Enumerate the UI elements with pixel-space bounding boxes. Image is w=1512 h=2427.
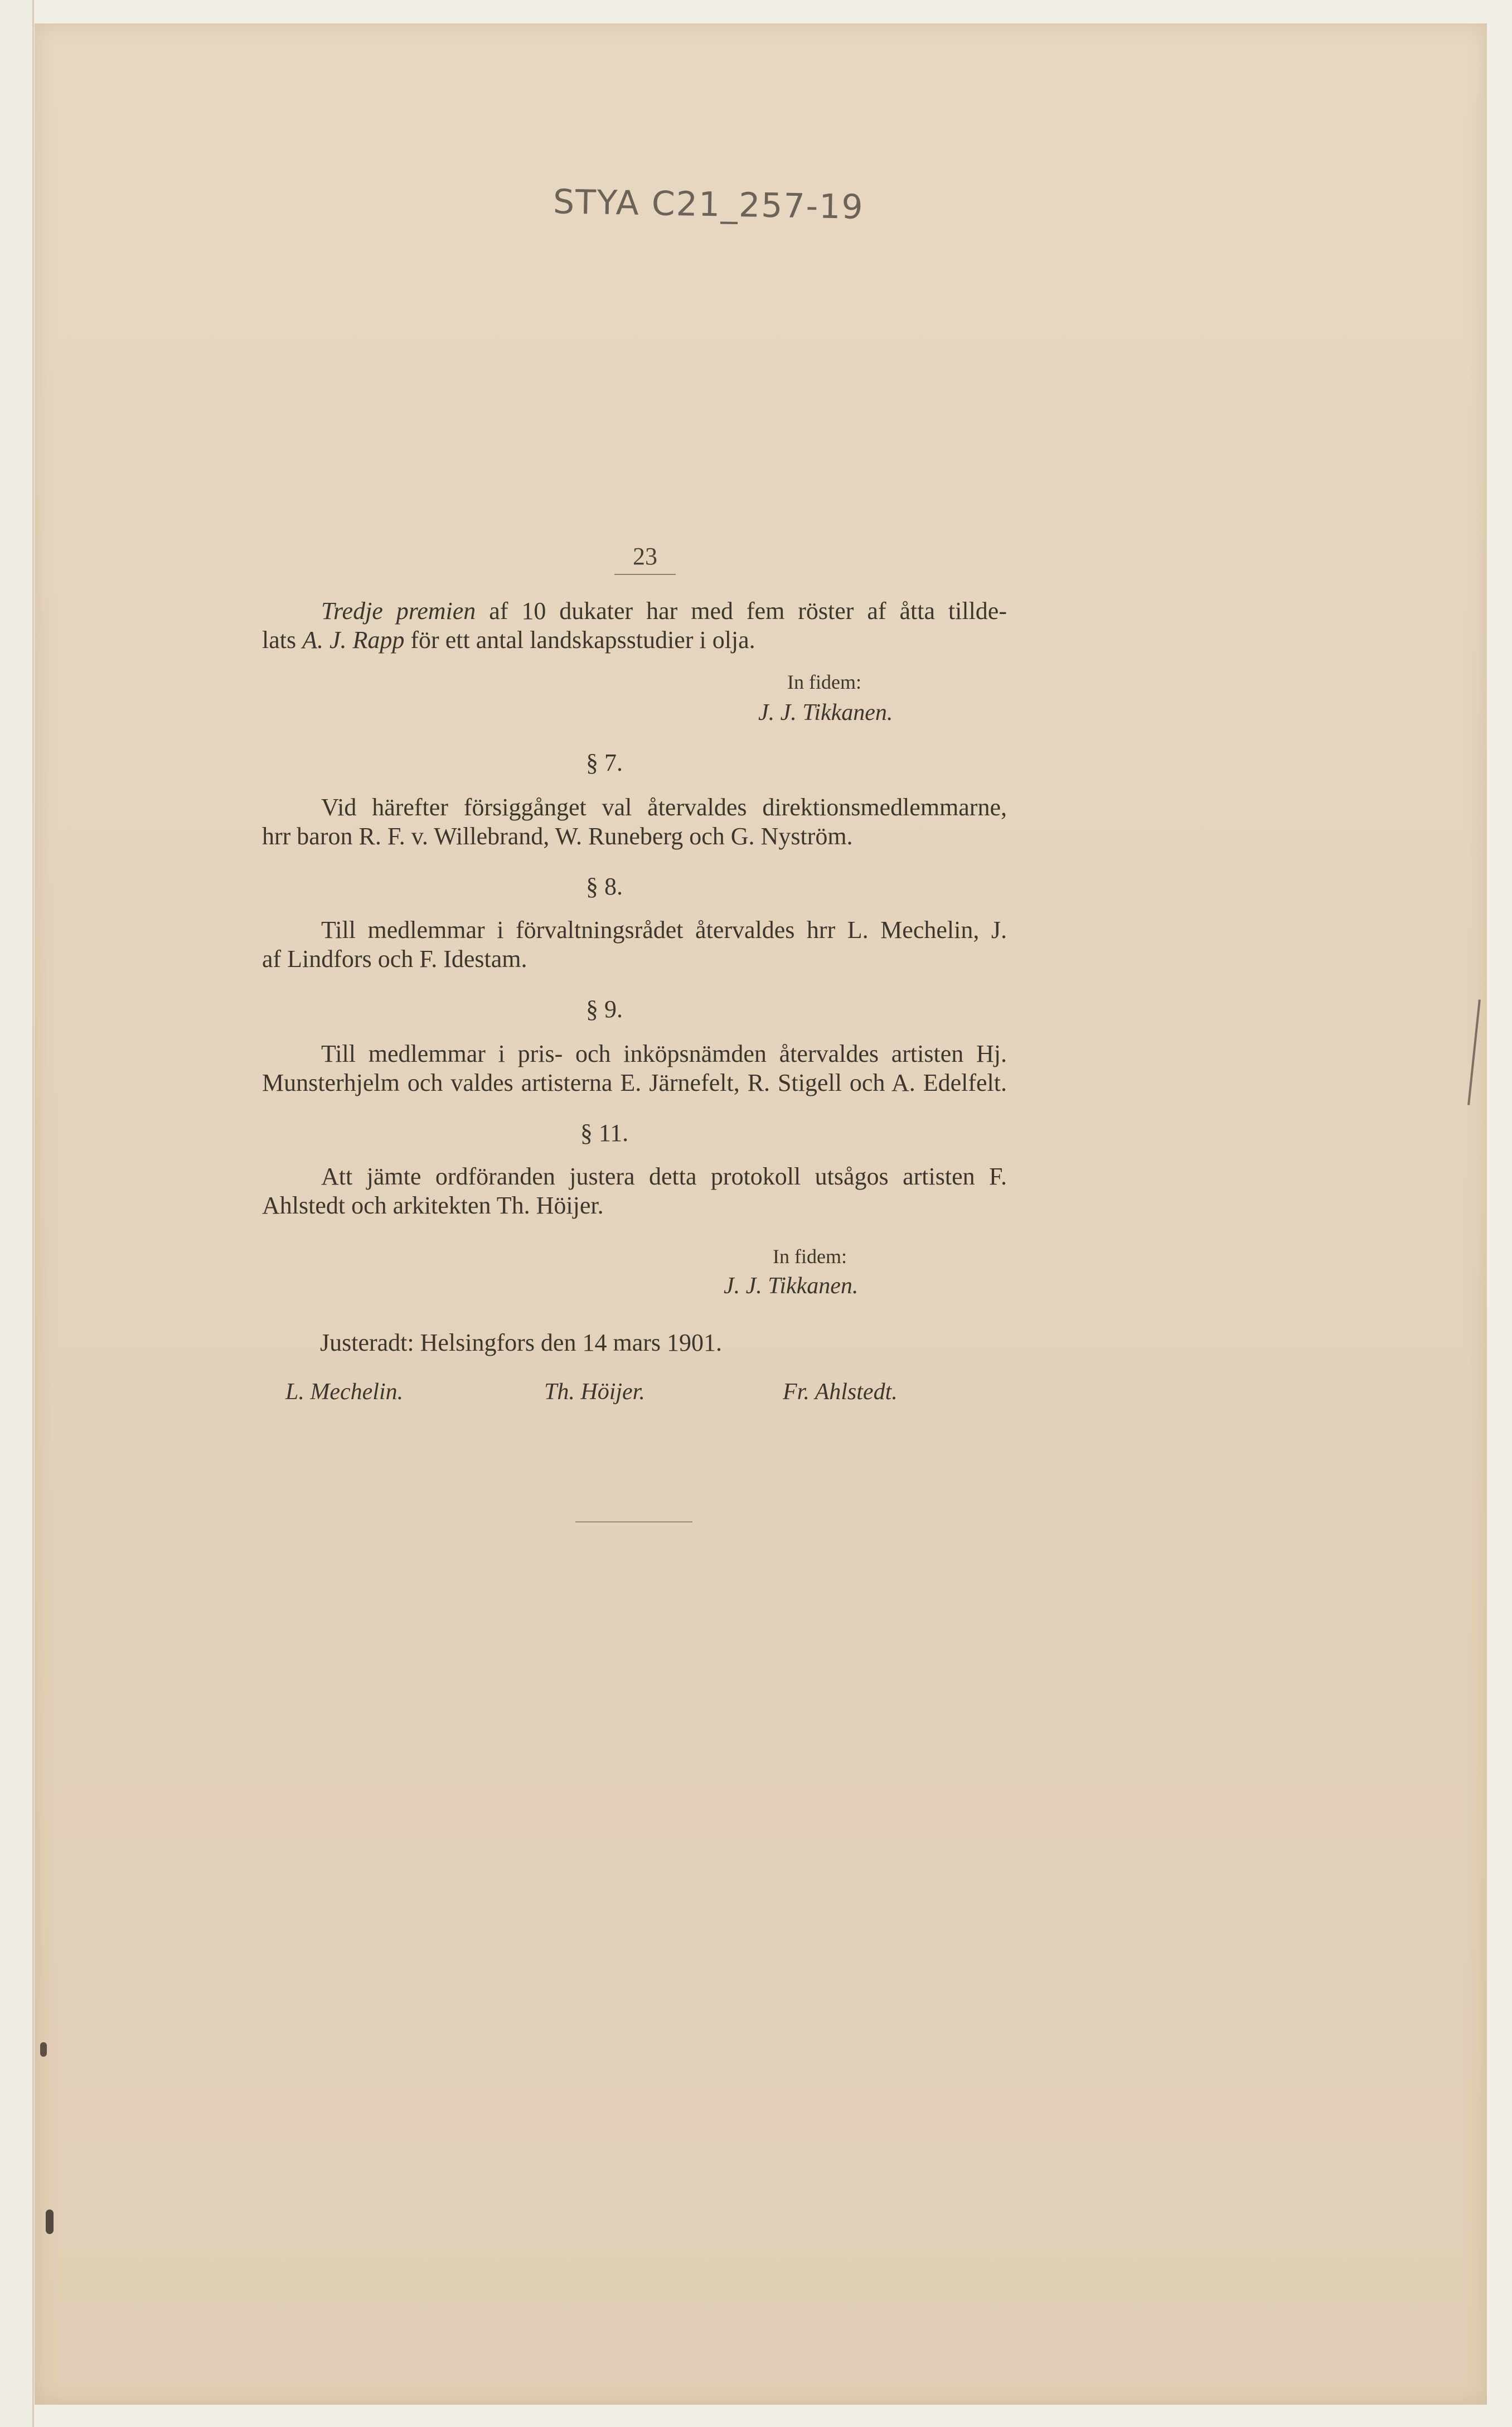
prize-name: Tredje premien: [321, 597, 476, 625]
paragraph-section-7: [262, 793, 1007, 851]
section-heading: § 8.: [586, 873, 623, 900]
signature-hoijer: Th. Höijer.: [544, 1379, 645, 1405]
verification-line: Justeradt: Helsingfors den 14 mars 1901.: [320, 1329, 722, 1356]
prize-text: af 10 dukater har med fem röster af åtta tillde-: [476, 597, 1007, 625]
section-heading: § 11.: [580, 1119, 629, 1147]
section-heading: § 7.: [586, 749, 623, 776]
signer-name: J. J. Tikkanen.: [758, 700, 893, 726]
paragraph-line: Vid härefter försiggånget val återvaldes direktionsmedlemmarne,: [321, 794, 1007, 821]
signature-ahlstedt: Fr. Ahlstedt.: [783, 1379, 898, 1405]
paragraph-line: af Lindfors och F. Idestam.: [262, 945, 527, 973]
archive-code-handwritten: STYA C21_257-19: [553, 182, 865, 227]
page-number: 23: [614, 542, 676, 575]
prize-text-start: lats: [262, 626, 303, 654]
paragraph-section-11: [262, 1162, 1007, 1220]
section-heading: § 9.: [586, 995, 623, 1023]
paragraph-line: Till medlemmar i pris- och inköpsnämden återvaldes artisten Hj.: [321, 1040, 1007, 1067]
pencil-mark: [1467, 999, 1481, 1105]
paragraph-line: hrr baron R. F. v. Willebrand, W. Runeberg och G. Nyström.: [262, 823, 853, 850]
scan-left-margin: [0, 0, 34, 2427]
paragraph-line: Att jämte ordföranden justera detta protokoll utsågos artisten F.: [321, 1163, 1007, 1190]
paragraph-line: [262, 597, 1007, 626]
signature-mechelin: L. Mechelin.: [285, 1379, 404, 1405]
paragraph-line: Ahlstedt och arkitekten Th. Höijer.: [262, 1192, 604, 1219]
document-page: [35, 23, 1487, 2405]
paragraph-line: [262, 626, 1007, 655]
ink-mark: [46, 2210, 54, 2234]
in-fidem-label: In fidem:: [773, 1245, 847, 1268]
paragraph-section-9: [262, 1040, 1007, 1098]
winner-name: A. J. Rapp: [302, 626, 405, 654]
paragraph-section-8: [262, 916, 1007, 974]
paragraph-third-prize: [262, 597, 1007, 655]
ink-mark: [40, 2042, 47, 2057]
signer-name: J. J. Tikkanen.: [724, 1273, 859, 1299]
in-fidem-label: In fidem:: [787, 671, 861, 693]
paragraph-line: Till medlemmar i förvaltningsrådet återvaldes hrr L. Mechelin, J.: [321, 916, 1007, 944]
paragraph-line: Munsterhjelm och valdes artisterna E. Järnefelt, R. Stigell och A. Edelfelt.: [262, 1069, 1007, 1096]
end-rule: [575, 1521, 692, 1522]
prize-text-end: för ett antal landskapsstudier i olja.: [404, 626, 755, 654]
